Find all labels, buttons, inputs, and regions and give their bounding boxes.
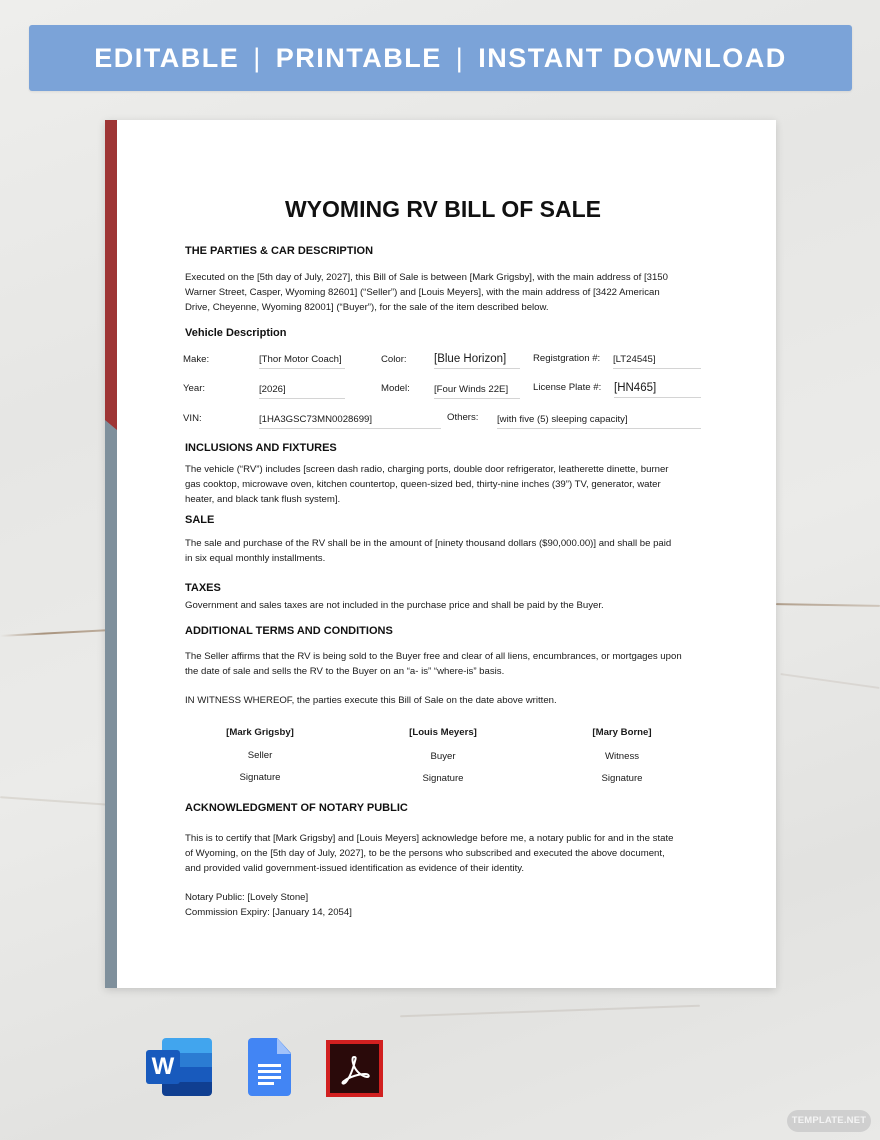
make-label: Make:	[183, 354, 210, 365]
text-line: This is to certify that [Mark Grigsby] and [Louis Meyers] acknowledge before me, a notary public for and in the state	[185, 833, 674, 844]
text-line: Drive, Cheyenne, Wyoming 82001] (“Buyer”), for the sale of the item described below.	[185, 301, 549, 313]
seller-signature-line[interactable]: Signature	[239, 772, 281, 783]
docs-line	[258, 1082, 274, 1085]
text-line: heater, and black tank flush system].	[185, 493, 341, 505]
text-line: The sale and purchase of the RV shall be in the amount of [ninety thousand dollars ($90,000.00)] and shall be paid	[185, 538, 672, 549]
banner-editable: EDITABLE	[94, 42, 240, 73]
docs-line	[258, 1070, 281, 1073]
accent-stripe-gray	[105, 420, 117, 988]
registration-label: Registgration #:	[533, 353, 601, 364]
witness-role: Witness	[604, 751, 640, 762]
commission-expiry: Commission Expiry: [January 14, 2054]	[185, 906, 352, 918]
text-line: Warner Street, Casper, Wyoming 82601] (“Seller”) and [Louis Meyers], with the main address of [3422 American	[185, 286, 660, 298]
notary-paragraph	[185, 832, 705, 876]
year-label: Year:	[183, 383, 206, 394]
buyer-role: Buyer	[430, 751, 456, 762]
banner-separator: |	[455, 42, 465, 73]
section-heading-sale: SALE	[185, 514, 215, 526]
text-line: gas cooktop, microwave oven, kitchen countertop, queen-sized bed, thirty-nine inches (39”) TV, generator, water	[185, 478, 661, 490]
text-line: The Seller affirms that the RV is being sold to the Buyer free and clear of all liens, encumbrances, or mortgages upon	[185, 651, 682, 662]
text-line: Executed on the [5th day of July, 2027], this Bill of Sale is between [Mark Grigsby], with the main address of [3150	[185, 272, 668, 283]
section-heading-vehicle: Vehicle Description	[185, 327, 287, 339]
docs-line	[258, 1064, 281, 1067]
seller-role: Seller	[247, 750, 273, 761]
docs-line	[258, 1076, 281, 1079]
banner-printable: PRINTABLE	[275, 42, 442, 73]
license-plate-label: License Plate #:	[533, 382, 602, 393]
notary-public-name: Notary Public: [Lovely Stone]	[185, 892, 309, 903]
sale-paragraph	[185, 537, 705, 567]
marble-vein	[780, 673, 879, 689]
terms-paragraph	[185, 650, 705, 680]
document-page	[105, 120, 776, 988]
buyer-name: [Louis Meyers]	[409, 727, 477, 738]
banner-instant-download: INSTANT DOWNLOAD	[478, 42, 787, 73]
registration-field[interactable]: [LT24545]	[613, 354, 701, 369]
color-label: Color:	[381, 354, 407, 365]
section-heading-taxes: TAXES	[185, 582, 221, 594]
text-line: and provided valid government-issued identification as evidence of their identity.	[185, 862, 524, 874]
template-net-watermark: TEMPLATE.NET	[787, 1110, 871, 1132]
section-heading-parties: THE PARTIES & CAR DESCRIPTION	[185, 245, 374, 257]
document-title: WYOMING RV BILL OF SALE	[284, 196, 602, 222]
adobe-pdf-icon[interactable]	[326, 1040, 383, 1097]
marble-vein	[776, 603, 880, 607]
marble-vein	[0, 796, 110, 806]
model-label: Model:	[381, 383, 410, 394]
section-heading-notary: ACKNOWLEDGMENT OF NOTARY PUBLIC	[185, 802, 408, 814]
marble-vein	[0, 629, 110, 637]
others-field[interactable]: [with five (5) sleeping capacity]	[497, 414, 701, 429]
buyer-signature-line[interactable]: Signature	[422, 773, 464, 784]
inclusions-paragraph	[185, 463, 705, 507]
marble-vein	[400, 1005, 700, 1017]
model-field[interactable]: [Four Winds 22E]	[434, 384, 520, 399]
text-line: in six equal monthly installments.	[185, 552, 326, 564]
seller-name: [Mark Grigsby]	[226, 727, 294, 738]
section-heading-inclusions: INCLUSIONS AND FIXTURES	[185, 442, 337, 454]
parties-paragraph	[185, 271, 705, 315]
accent-stripe-red	[105, 120, 117, 430]
text-line: the date of sale and sells the RV to the Buyer on an “a- is” “where-is” basis.	[185, 665, 505, 677]
witness-statement: IN WITNESS WHEREOF, the parties execute this Bill of Sale on the date above written.	[185, 695, 557, 706]
text-line: The vehicle (“RV”) includes [screen dash radio, charging ports, double door refrigerator, leatherette dinette, burner	[185, 464, 669, 475]
taxes-paragraph: Government and sales taxes are not included in the purchase price and shall be paid by the Buyer.	[185, 600, 604, 611]
color-field[interactable]: [Blue Horizon]	[434, 353, 520, 369]
text-line: of Wyoming, on the [5th day of July, 2027], to be the persons who subscribed and executed the above document,	[185, 847, 665, 859]
notary-details	[185, 891, 705, 921]
others-label: Others:	[447, 412, 479, 423]
banner-separator: |	[253, 42, 262, 73]
section-heading-terms: ADDITIONAL TERMS AND CONDITIONS	[185, 625, 393, 637]
vin-label: VIN:	[183, 413, 202, 424]
acrobat-glyph-icon	[339, 1053, 371, 1085]
year-field[interactable]: [2026]	[259, 384, 345, 399]
license-plate-field[interactable]: [HN465]	[614, 382, 701, 398]
make-field[interactable]: [Thor Motor Coach]	[259, 354, 345, 369]
witness-name: [Mary Borne]	[592, 727, 652, 738]
microsoft-word-icon[interactable]: W	[146, 1038, 212, 1096]
vin-field[interactable]: [1HA3GSC73MN0028699]	[259, 414, 441, 429]
witness-signature-line[interactable]: Signature	[601, 773, 643, 784]
features-banner	[29, 25, 852, 91]
